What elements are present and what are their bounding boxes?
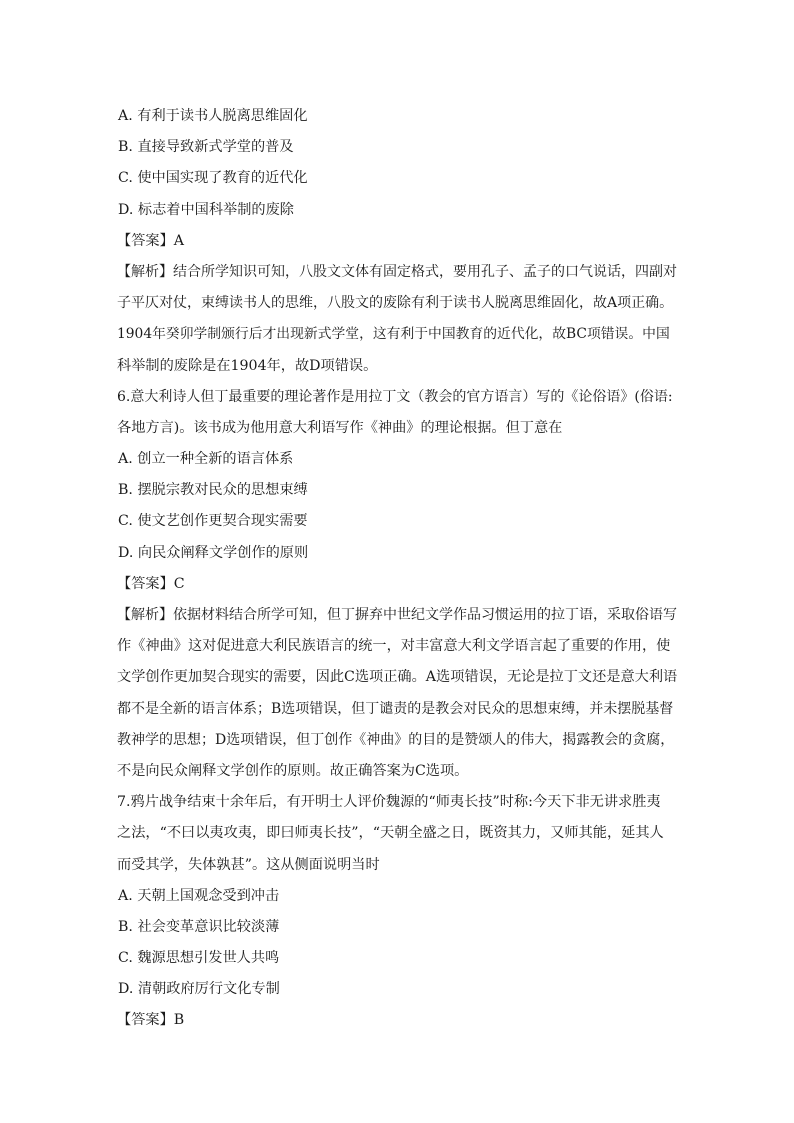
q5-option-c: C. 使中国实现了教育的近代化 xyxy=(118,170,308,187)
q7-answer: 【答案】B xyxy=(117,1012,185,1029)
q6-analysis-line: 教神学的思想；D选项错误，但丁创作《神曲》的目的是赞颂人的伟大，揭露教会的贪腐， xyxy=(117,731,675,748)
q7-option-d: D. 清朝政府厉行文化专制 xyxy=(118,981,280,998)
q6-option-d: D. 向民众阐释文学创作的原则 xyxy=(118,544,309,561)
q6-analysis-line: 都不是全新的语言体系；B选项错误，但丁谴责的是教会对民众的思想束缚，并未摆脱基督 xyxy=(117,700,674,717)
q5-option-d: D. 标志着中国科举制的废除 xyxy=(118,201,294,218)
document-page xyxy=(117,101,677,1037)
q5-answer: 【答案】A xyxy=(117,232,184,249)
q6-answer: 【答案】C xyxy=(117,575,185,592)
q5-analysis-line: 科举制的废除是在1904年，故D项错误。 xyxy=(117,357,378,374)
q7-stem-line: 7.鸦片战争结束十余年后，有开明士人评价魏源的“师夷长技”时称:今天下非无讲求胜夷 xyxy=(117,794,661,811)
q6-option-b: B. 摆脱宗教对民众的思想束缚 xyxy=(118,482,308,499)
q7-stem-line: 之法，“不曰以夷攻夷，即曰师夷长技”，“天朝全盛之日，既资其力，又师其能，延其人 xyxy=(117,825,664,842)
q7-stem-line: 而受其学，失体孰甚”。这从侧面说明当时 xyxy=(117,856,380,873)
q6-analysis-line: 文学创作更加契合现实的需要，因此C选项正确。A选项错误，无论是拉丁文还是意大利语 xyxy=(117,669,677,686)
q5-analysis-line: 子平仄对仗，束缚读书人的思维，八股文的废除有利于读书人脱离思维固化，故A项正确。 xyxy=(117,295,674,312)
q6-stem-line: 各地方言)。该书成为他用意大利语写作《神曲》的理论根据。但丁意在 xyxy=(117,419,563,436)
q7-option-a: A. 天朝上国观念受到冲击 xyxy=(118,887,280,904)
q5-option-a: A. 有利于读书人脱离思维固化 xyxy=(118,108,308,124)
q7-option-b: B. 社会变革意识比较淡薄 xyxy=(118,918,280,935)
q6-analysis-line: 不是向民众阐释文学创作的原则。故正确答案为C选项。 xyxy=(117,762,469,779)
q5-analysis-line: 1904年癸卯学制颁行后才出现新式学堂，这有利于中国教育的近代化，故BC项错误。中国 xyxy=(117,326,670,343)
q5-analysis-line: 【解析】结合所学知识可知，八股文文体有固定格式，要用孔子、孟子的口气说话，四副对 xyxy=(117,263,677,280)
q6-stem-line: 6.意大利诗人但丁最重要的理论著作是用拉丁文（教会的官方语言）写的《论俗语》(俗语: xyxy=(117,388,673,405)
q5-option-b: B. 直接导致新式学堂的普及 xyxy=(118,139,294,156)
q6-analysis-line: 【解析】依据材料结合所学可知，但丁摒弃中世纪文学作品习惯运用的拉丁语，采取俗语写 xyxy=(117,607,677,623)
q6-option-c: C. 使文艺创作更契合现实需要 xyxy=(118,513,308,530)
q6-analysis-line: 作《神曲》这对促进意大利民族语言的统一，对丰富意大利文学语言起了重要的作用，使 xyxy=(117,638,671,655)
q6-option-a: A. 创立一种全新的语言体系 xyxy=(118,451,294,468)
q7-option-c: C. 魏源思想引发世人共鸣 xyxy=(118,950,280,967)
